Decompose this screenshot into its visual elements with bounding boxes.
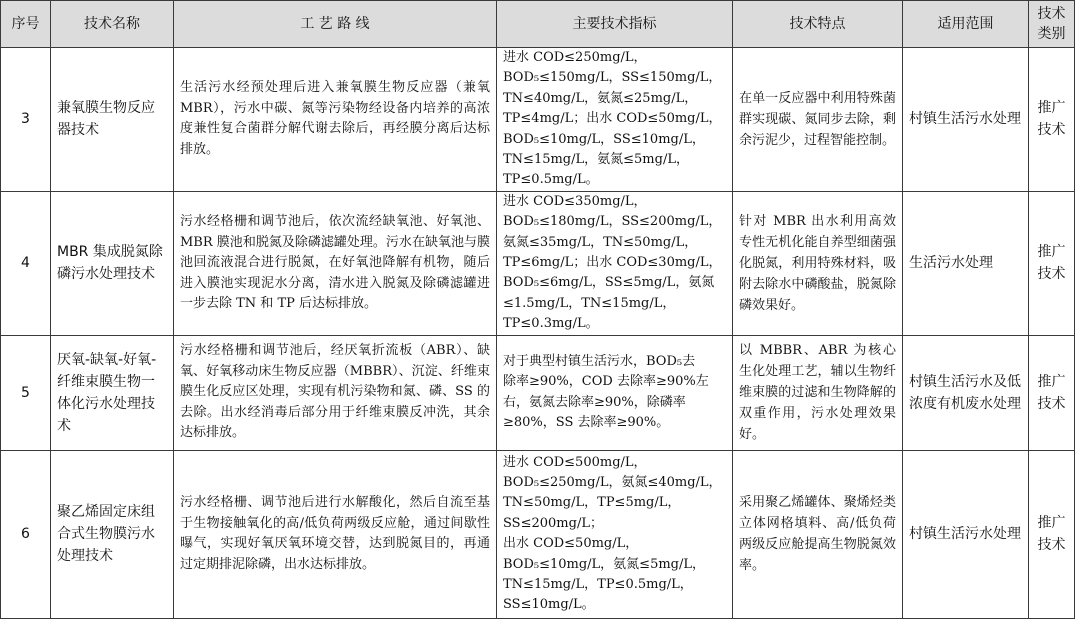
header-scope: 适用范围 [903, 1, 1029, 48]
indicator-line: 进水 COD≤500mg/L， [503, 454, 647, 470]
row-category: 推广技术 [1029, 191, 1075, 335]
row-route: 污水经格栅和调节池后，依次流经缺氧池、好氧池、MBR 膜池和脱氮及除磷滤罐处理。污水在缺氧池与膜池回流液混合进行脱氮，在好氧池降解有机物，随后进入膜池实现泥水分离，清水进入脱氮及除磷滤罐进一步去除 TN 和 TP 后达标排放。 [174, 191, 497, 335]
indicator-line: 进水 COD≤250mg/L， [503, 50, 647, 65]
row-tech-name: 兼氧膜生物反应器技术 [51, 48, 174, 192]
indicator-line: BOD₅≤6mg/L，SS≤5mg/L，氨氮 [503, 275, 715, 291]
indicator-line: TP≤0.3mg/L。 [503, 316, 599, 332]
indicator-line: TP≤0.5mg/L。 [503, 172, 599, 188]
indicator-line: TN≤15mg/L，氨氮≤5mg/L， [503, 152, 689, 168]
row-features: 采用聚乙烯罐体、聚烯烃类立体网格填料、高/低负荷两级反应舱提高生物脱氮效率。 [733, 450, 903, 618]
indicator-line: TN≤40mg/L，氨氮≤25mg/L， [503, 90, 698, 106]
indicator-line: TN≤15mg/L，TP≤0.5mg/L， [503, 577, 693, 592]
row-scope: 生活污水处理 [903, 191, 1029, 335]
header-route: 工 艺 路 线 [174, 1, 497, 48]
row-indicators [497, 335, 733, 450]
row-scope: 村镇生活污水处理 [903, 450, 1029, 618]
indicator-line: 出水 COD≤50mg/L， [503, 536, 639, 552]
table-row [1, 450, 1075, 618]
row-scope: 村镇生活污水及低浓度有机废水处理 [903, 335, 1029, 450]
row-num: 5 [1, 335, 51, 450]
row-category: 推广技术 [1029, 335, 1075, 450]
row-indicators [497, 48, 733, 192]
row-route: 生活污水经预处理后进入兼氧膜生物反应器（兼氧 MBR），污水中碳、氮等污染物经设备内培养的高浓度兼性复合菌群分解代谢去除后，再经膜分离后达标排放。 [174, 48, 497, 192]
table-row [1, 191, 1075, 335]
indicator-line: BOD₅≤180mg/L，SS≤200mg/L， [503, 214, 722, 230]
header-category: 技术类别 [1029, 1, 1075, 48]
table-row [1, 335, 1075, 450]
row-features: 在单一反应器中利用特殊菌群实现碳、氮同步去除，剩余污泥少，过程智能控制。 [733, 48, 903, 192]
row-indicators [497, 450, 733, 618]
row-indicators [497, 191, 733, 335]
indicator-line: BOD₅≤10mg/L，氨氮≤5mg/L， [503, 556, 706, 572]
indicator-line: BOD₅≤150mg/L，SS≤150mg/L， [503, 70, 722, 86]
indicator-line: ≥80%，SS 去除率≥90%。 [503, 415, 670, 431]
header-features: 技术特点 [733, 1, 903, 48]
indicator-line: TP≤4mg/L；出水 COD≤50mg/L， [503, 111, 722, 127]
indicator-line: BOD₅≤10mg/L，SS≤10mg/L， [503, 131, 705, 147]
indicator-line: TP≤6mg/L；出水 COD≤30mg/L， [503, 255, 722, 271]
header-indicators: 主要技术指标 [497, 1, 733, 48]
indicator-line: 对于典型村镇生活污水，BOD₅去 [503, 353, 696, 369]
indicator-line: 进水 COD≤350mg/L， [503, 193, 647, 209]
indicator-line: SS≤200mg/L； [503, 515, 603, 531]
row-tech-name: 聚乙烯固定床组合式生物膜污水处理技术 [51, 450, 174, 618]
row-route: 污水经格栅、调节池后进行水解酸化，然后自流至基于生物接触氧化的高/低负荷两级反应舱，通过间歇性曝气，实现好氧厌氧环境交替，达到脱氮目的，再通过定期排泥除磷，出水达标排放。 [174, 450, 497, 618]
indicator-line: 氨氮≤35mg/L，TN≤50mg/L， [503, 234, 698, 250]
indicator-line: ≤1.5mg/L，TN≤15mg/L， [503, 295, 676, 311]
row-features: 以 MBBR、ABR 为核心生化处理工艺，辅以生物纤维束膜的过滤和生物降解的双重作用，污水处理效果好。 [733, 335, 903, 450]
indicator-line: BOD₅≤250mg/L，氨氮≤40mg/L， [503, 474, 722, 490]
indicator-line: 右，氨氮去除率≥90%，除磷率 [503, 394, 686, 410]
row-scope: 村镇生活污水处理 [903, 48, 1029, 192]
row-category: 推广技术 [1029, 48, 1075, 192]
row-route: 污水经格栅和调节池后，经厌氧折流板（ABR）、缺氧、好氧移动床生物反应器（MBBR）、沉淀、纤维束膜生化反应区处理，实现有机污染物和氮、磷、SS 的去除。出水经消毒后部分用于纤维束膜反冲洗，其余达标排放。 [174, 335, 497, 450]
indicator-line: 除率≥90%，COD 去除率≥90%左 [503, 374, 709, 390]
row-features: 针对 MBR 出水利用高效专性无机化能自养型细菌强化脱氮，利用特殊材料，吸附去除水中磷酸盐，脱氮除磷效果好。 [733, 191, 903, 335]
header-row [1, 1, 1075, 48]
header-num: 序号 [1, 1, 51, 48]
indicator-line: TN≤50mg/L，TP≤5mg/L， [503, 495, 681, 511]
row-num: 6 [1, 450, 51, 618]
row-category: 推广技术 [1029, 450, 1075, 618]
indicator-line: SS≤10mg/L。 [503, 597, 595, 613]
row-tech-name: 厌氧-缺氧-好氧-纤维束膜生物一体化污水处理技术 [51, 335, 174, 450]
row-tech-name: MBR 集成脱氮除磷污水处理技术 [51, 191, 174, 335]
row-num: 4 [1, 191, 51, 335]
table-row [1, 48, 1075, 192]
header-name: 技术名称 [51, 1, 174, 48]
row-num: 3 [1, 48, 51, 192]
